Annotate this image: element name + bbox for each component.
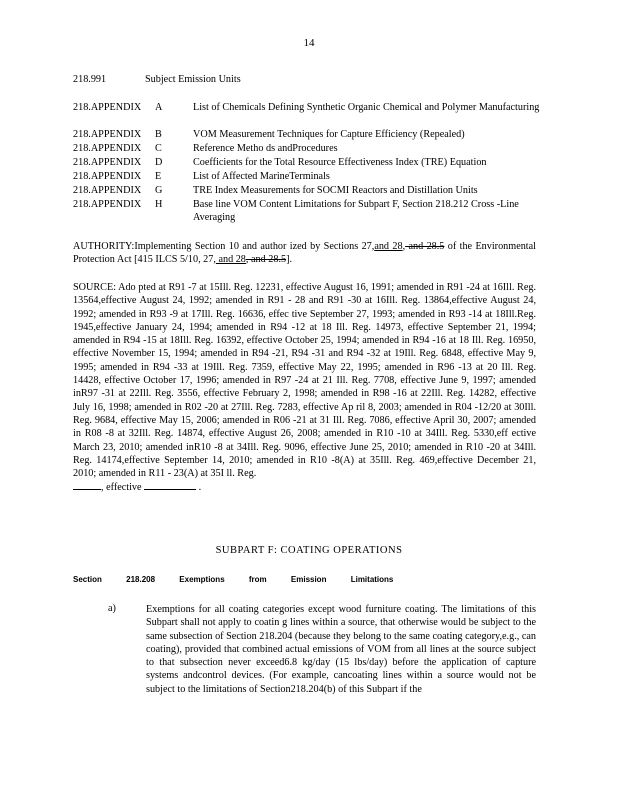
- toc-title: List of Affected MarineTerminals: [193, 171, 330, 182]
- section-heading: [73, 575, 415, 584]
- section-title-word: from: [248, 575, 267, 584]
- toc-letter: H: [155, 199, 163, 210]
- section-title-word: Limitations: [350, 575, 394, 584]
- toc-title: Coefficients for the Total Resource Effectiveness Index (TRE) Equation: [193, 157, 487, 168]
- section-title-word: Exemptions: [179, 575, 225, 584]
- toc-section: 218.APPENDIX: [73, 157, 142, 168]
- toc-title: Subject Emission Units: [145, 74, 241, 85]
- source-text: SOURCE: Ado pted at R91 -7 at 15Ill. Reg. 12231, effective August 16, 1991; amended in R91 -24 at 16Ill. Reg. 13564,effective August 24, 1992; amended in R91 - 28 and R91 -30 at 16Ill. Reg. 13864,effective August 24, 1992; amended in R93 -9 at 17Ill. Reg. 16636, effec tive September 27, 1993; amended in R93 -14 at 18Ill.Reg. 1945,effective January 24, 1994; amended in R94 -12 at 18 Ill. Reg. 14973, effective September 21, 1994; amended in R94 -15 at 18Ill. Reg. 16392, effective October 25, 1994; amended in R94 -16 at 18 Ill. Reg. 16950, effective November 15, 1994; amended in R94 -21, R94 -31 and R94 -32 at 19Ill. Reg. 6848, effective May 9, 1995; amended in R94 -33 at 19Ill. Reg. 7359, effective May 22, 1995; amended in R96 -13 at 20 Ill. Reg. 14428, effective October 17, 1996; amended in R97 -24 at 21 Ill. Reg. 7708, effective June 9, 1997; amended inR97 -31 at 22Ill. Reg. 3556, effective February 2, 1998; amended in R98 -16 at 22Ill. Reg. 14282, effective July 16, 1998; amended in R02 -20 at 27Ill. Reg. 7283, effective Ap ril 8, 2003; amended in R04 -12/20 at 30Ill. Reg. 9684, effective May 15, 2006; amended in R06 -21 at 31 Ill. Reg. 7086, effective April 30, 2007; amended in R08 -8 at 32Ill. Reg. 14874, effective August 26, 2008; amended in R10 -10 at 34Ill. Reg. 5330,eff ective March 23, 2010; amended inR10 -8 at 34Ill. Reg. 9096, effective June 25, 2010; amended in R10 -20 at 34Ill. Reg. 14174,effective September 14, 2010; amended in R10 -8(A) at 35Ill. Reg. 469,effective December 21, 2010; amended in R11 - 23(A) at 35I ll. Reg.: [73, 282, 536, 480]
- section-number: 218.208: [126, 575, 156, 584]
- blank-line: [73, 480, 101, 490]
- source-paragraph: [73, 281, 536, 495]
- toc-section: 218.APPENDIX: [73, 129, 142, 140]
- source-end: .: [196, 482, 202, 494]
- toc-title: VOM Measurement Techniques for Capture Efficiency (Repealed): [193, 129, 465, 140]
- toc-section: 218.APPENDIX: [73, 185, 142, 196]
- authority-text: ].: [286, 254, 293, 266]
- authority-text: of the Environmental Protection Act [415 ILCS 5/10, 27,: [73, 241, 536, 266]
- section-label: Section: [73, 575, 102, 584]
- toc-title: List of Chemicals Defining Synthetic Organic Chemical and Polymer Manufacturing: [193, 102, 540, 113]
- toc-letter: G: [155, 185, 163, 196]
- authority-added-text: and 28: [215, 254, 246, 266]
- toc-title: TRE Index Measurements for SOCMI Reactors and Distillation Units: [193, 185, 478, 196]
- authority-added-text: and 28: [374, 241, 403, 252]
- toc-section: 218.APPENDIX: [73, 102, 142, 113]
- authority-paragraph: [73, 240, 536, 267]
- toc-section: 218.APPENDIX: [73, 171, 142, 182]
- authority-separator: ,: [402, 241, 406, 252]
- section-title-word: Emission: [290, 575, 327, 584]
- toc-section: 218.APPENDIX: [73, 143, 142, 154]
- toc-letter: C: [155, 143, 162, 154]
- authority-deleted-text: and 28.5: [405, 241, 445, 252]
- toc-letter: D: [155, 157, 163, 168]
- authority-text: AUTHORITY:Implementing Section 10 and author ized by Sections 27,: [73, 241, 375, 252]
- toc-title: Base line VOM Content Limitations for Subpart F, Section 218.212 Cross -Line Averaging: [193, 199, 519, 223]
- toc-letter: E: [155, 171, 162, 182]
- blank-line: [144, 480, 196, 490]
- authority-deleted-text: , and 28.5: [245, 254, 287, 266]
- toc-letter: A: [155, 102, 163, 113]
- item-label: a): [108, 603, 116, 614]
- toc-section: 218.991: [73, 74, 107, 85]
- page-number: 14: [303, 37, 315, 49]
- toc-title: Reference Metho ds andProcedures: [193, 143, 338, 154]
- item-text: Exemptions for all coating categories except wood furniture coating. The limitations of this Subpart shall not apply to coatin g lines within a source, that otherwise would be subject to the same subsection of Section 218.204 (because they belong to the same coating category,e.g., can coating), provided that combined actual emissions of VOM from all lines at the source subject to that subsection never exceed6.8 kg/day (15 lbs/day) before the application of capture systems andcontrol devices. (For example, cancoating lines within a source would not be subject to the limitations of Section218.204(b) of this Subpart if the: [146, 604, 536, 695]
- subpart-heading: SUBPART F: COATING OPERATIONS: [215, 545, 403, 556]
- source-effective: effective: [103, 482, 142, 494]
- source-punct: ,: [101, 482, 104, 494]
- toc-letter: B: [155, 129, 162, 140]
- toc-section: 218.APPENDIX: [73, 199, 142, 210]
